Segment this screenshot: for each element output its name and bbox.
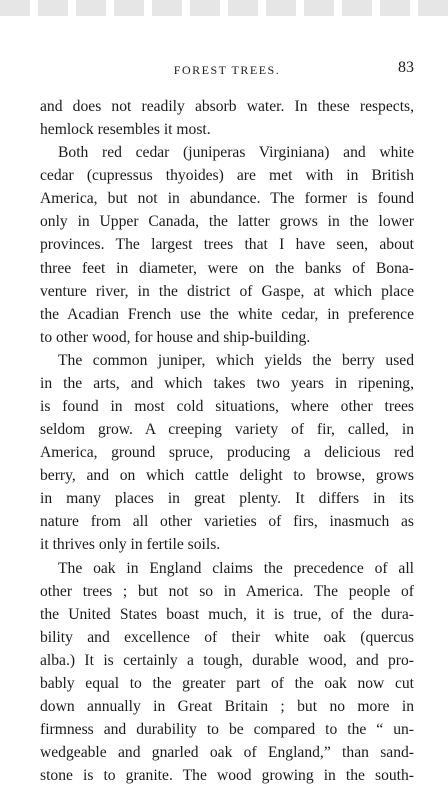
text-line: bably equal to the greater part of the oak now cut	[40, 674, 414, 692]
text-line: only in Upper Canada, the latter grows in the lower	[40, 213, 414, 231]
text-line: berry, and on which cattle delight to browse, grows	[40, 467, 414, 485]
text-line: is found in most cold situations, where other trees	[40, 398, 414, 416]
text-line: in many places in great plenty. It differs in its	[40, 490, 414, 508]
text-line: in the arts, and which takes two years in ripening,	[40, 374, 414, 392]
text-line: it thrives only in fertile soils.	[40, 536, 221, 554]
text-line: to other wood, for house and ship-building.	[40, 328, 311, 346]
text-line: Both red cedar (juniperas Virginiana) and white	[58, 144, 414, 162]
text-line: other trees ; but not so in America. The people of	[40, 582, 414, 600]
text-line: America, ground spruce, producing a delicious red	[40, 444, 414, 462]
running-head: FOREST TREES.	[173, 63, 281, 77]
text-line: bility and excellence of their white oak (quercus	[40, 628, 414, 646]
text-line: hemlock resembles it most.	[40, 121, 211, 139]
text-line: The oak in England claims the precedence of all	[58, 559, 414, 577]
text-line: and does not readily absorb water. In these respects,	[40, 98, 414, 115]
text-line: three feet in diameter, were on the banks of Bona-	[40, 259, 414, 277]
text-line: wedgeable and gnarled oak of England,” than sand-	[40, 744, 414, 762]
text-line: the United States boast much, it is true, of the dura-	[40, 605, 414, 623]
text-line: cedar (cupressus thyoides) are met with in British	[40, 167, 414, 185]
text-line: seldom grow. A creeping variety of fir, called, in	[40, 421, 414, 439]
text-line: stone is to granite. The wood growing in the south-	[40, 767, 414, 785]
text-line: venture river, in the district of Gaspe, at which place	[40, 282, 414, 300]
page-header	[40, 59, 414, 81]
text-line: nature from all other varieties of firs, inasmuch as	[40, 513, 414, 531]
text-line: provinces. The largest trees that I have seen, about	[40, 236, 414, 254]
text-line: The common juniper, which yields the berry used	[58, 351, 414, 369]
text-line: the Acadian French use the white cedar, in preference	[40, 305, 414, 323]
text-line: down annually in Great Britain ; but no more in	[40, 698, 414, 716]
text-line: alba.) It is certainly a tough, durable wood, and pro-	[40, 651, 414, 669]
page-number: 83	[398, 59, 414, 76]
text-line: firmness and durability to be compared to the “ un-	[40, 721, 414, 739]
body-text	[40, 95, 414, 787]
text-line: America, but not in abundance. The former is found	[40, 190, 414, 208]
top-edge-decoration	[0, 0, 448, 16]
